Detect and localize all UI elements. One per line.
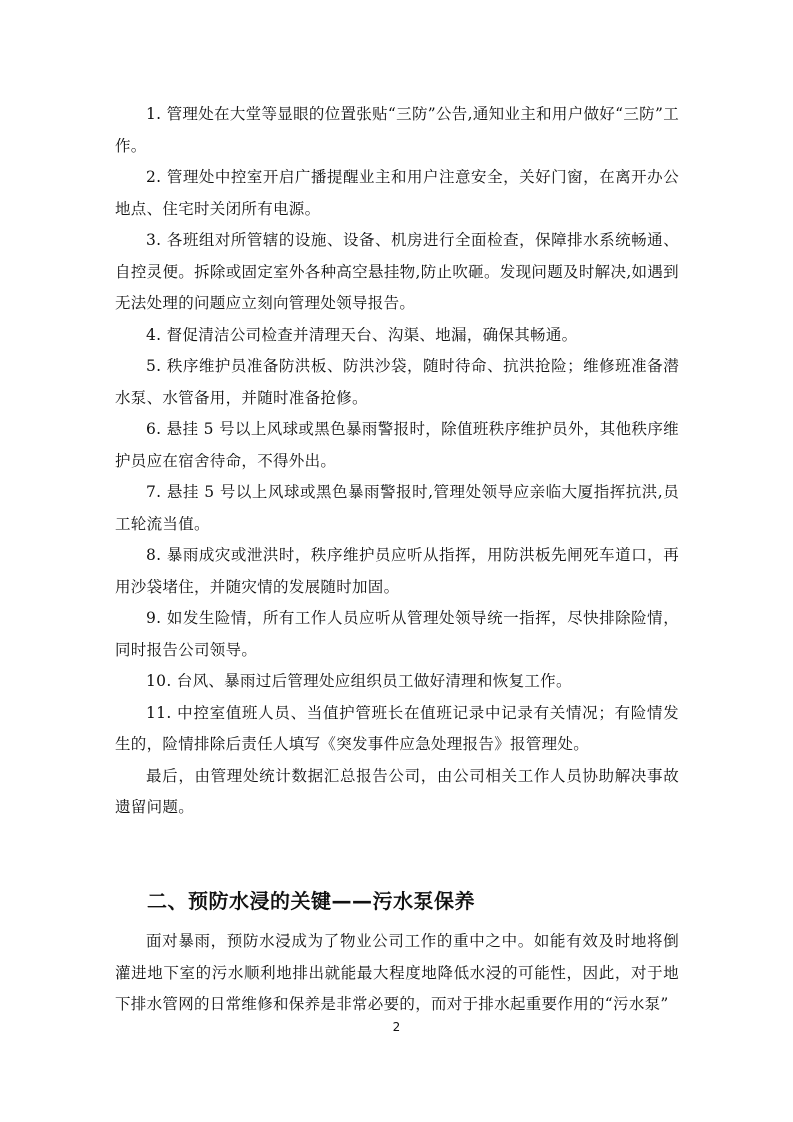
- list-item-10: 10. 台风、暴雨过后管理处应组织员工做好清理和恢复工作。: [146, 672, 572, 690]
- section-heading: 二、预防水浸的关键——污水泵保养: [147, 889, 475, 913]
- page-number: 2: [392, 1020, 401, 1034]
- list-item-9: 9. 如发生险情，所有工作人员应听从管理处领导统一指挥，尽快排除险情，同时报告公司领导。: [115, 609, 679, 659]
- measures-list: [115, 99, 679, 824]
- list-item-11: 11. 中控室值班人员、当值护管班长在值班记录中记录有关情况；有险情发生的，险情排除后责任人填写《突发事件应急处理报告》报管理处。: [115, 703, 679, 753]
- section-body: [115, 926, 679, 1021]
- list-item-5: 5. 秩序维护员准备防洪板、防洪沙袋，随时待命、抗洪抢险；维修班准备潜水泵、水管备用，并随时准备抢修。: [115, 357, 679, 407]
- list-item-6: 6. 悬挂 5 号以上风球或黑色暴雨警报时，除值班秩序维护员外，其他秩序维护员应在宿舍待命，不得外出。: [115, 420, 679, 470]
- section-paragraph: 面对暴雨，预防水浸成为了物业公司工作的重中之中。如能有效及时地将倒灌进地下室的污水顺利地排出就能最大程度地降低水浸的可能性，因此，对于地下排水管网的日常维修和保养是非常必要的，而对于排水起重要作用的“污水泵”: [115, 932, 679, 1013]
- closing-paragraph: 最后，由管理处统计数据汇总报告公司，由公司相关工作人员协助解决事故遗留问题。: [115, 766, 679, 816]
- list-item-4: 4. 督促清洁公司检查并清理天台、沟渠、地漏，确保其畅通。: [146, 325, 578, 344]
- list-item-1: 1. 管理处在大堂等显眼的位置张贴“三防”公告,通知业主和用户做好“三防”工作。: [115, 105, 679, 155]
- list-item-7: 7. 悬挂 5 号以上风球或黑色暴雨警报时,管理处领导应亲临大厦指挥抗洪,员工轮流当值。: [115, 483, 679, 533]
- list-item-8: 8. 暴雨成灾或泄洪时，秩序维护员应听从指挥，用防洪板先闸死车道口，再用沙袋堵住，并随灾情的发展随时加固。: [115, 546, 679, 596]
- list-item-2: 2. 管理处中控室开启广播提醒业主和用户注意安全，关好门窗，在离开办公地点、住宅时关闭所有电源。: [115, 168, 679, 218]
- list-item-3: 3. 各班组对所管辖的设施、设备、机房进行全面检查，保障排水系统畅通、自控灵便。拆除或固定室外各种高空悬挂物,防止吹砸。发现问题及时解决,如遇到无法处理的问题应立刻向管理处领导报告。: [115, 231, 679, 312]
